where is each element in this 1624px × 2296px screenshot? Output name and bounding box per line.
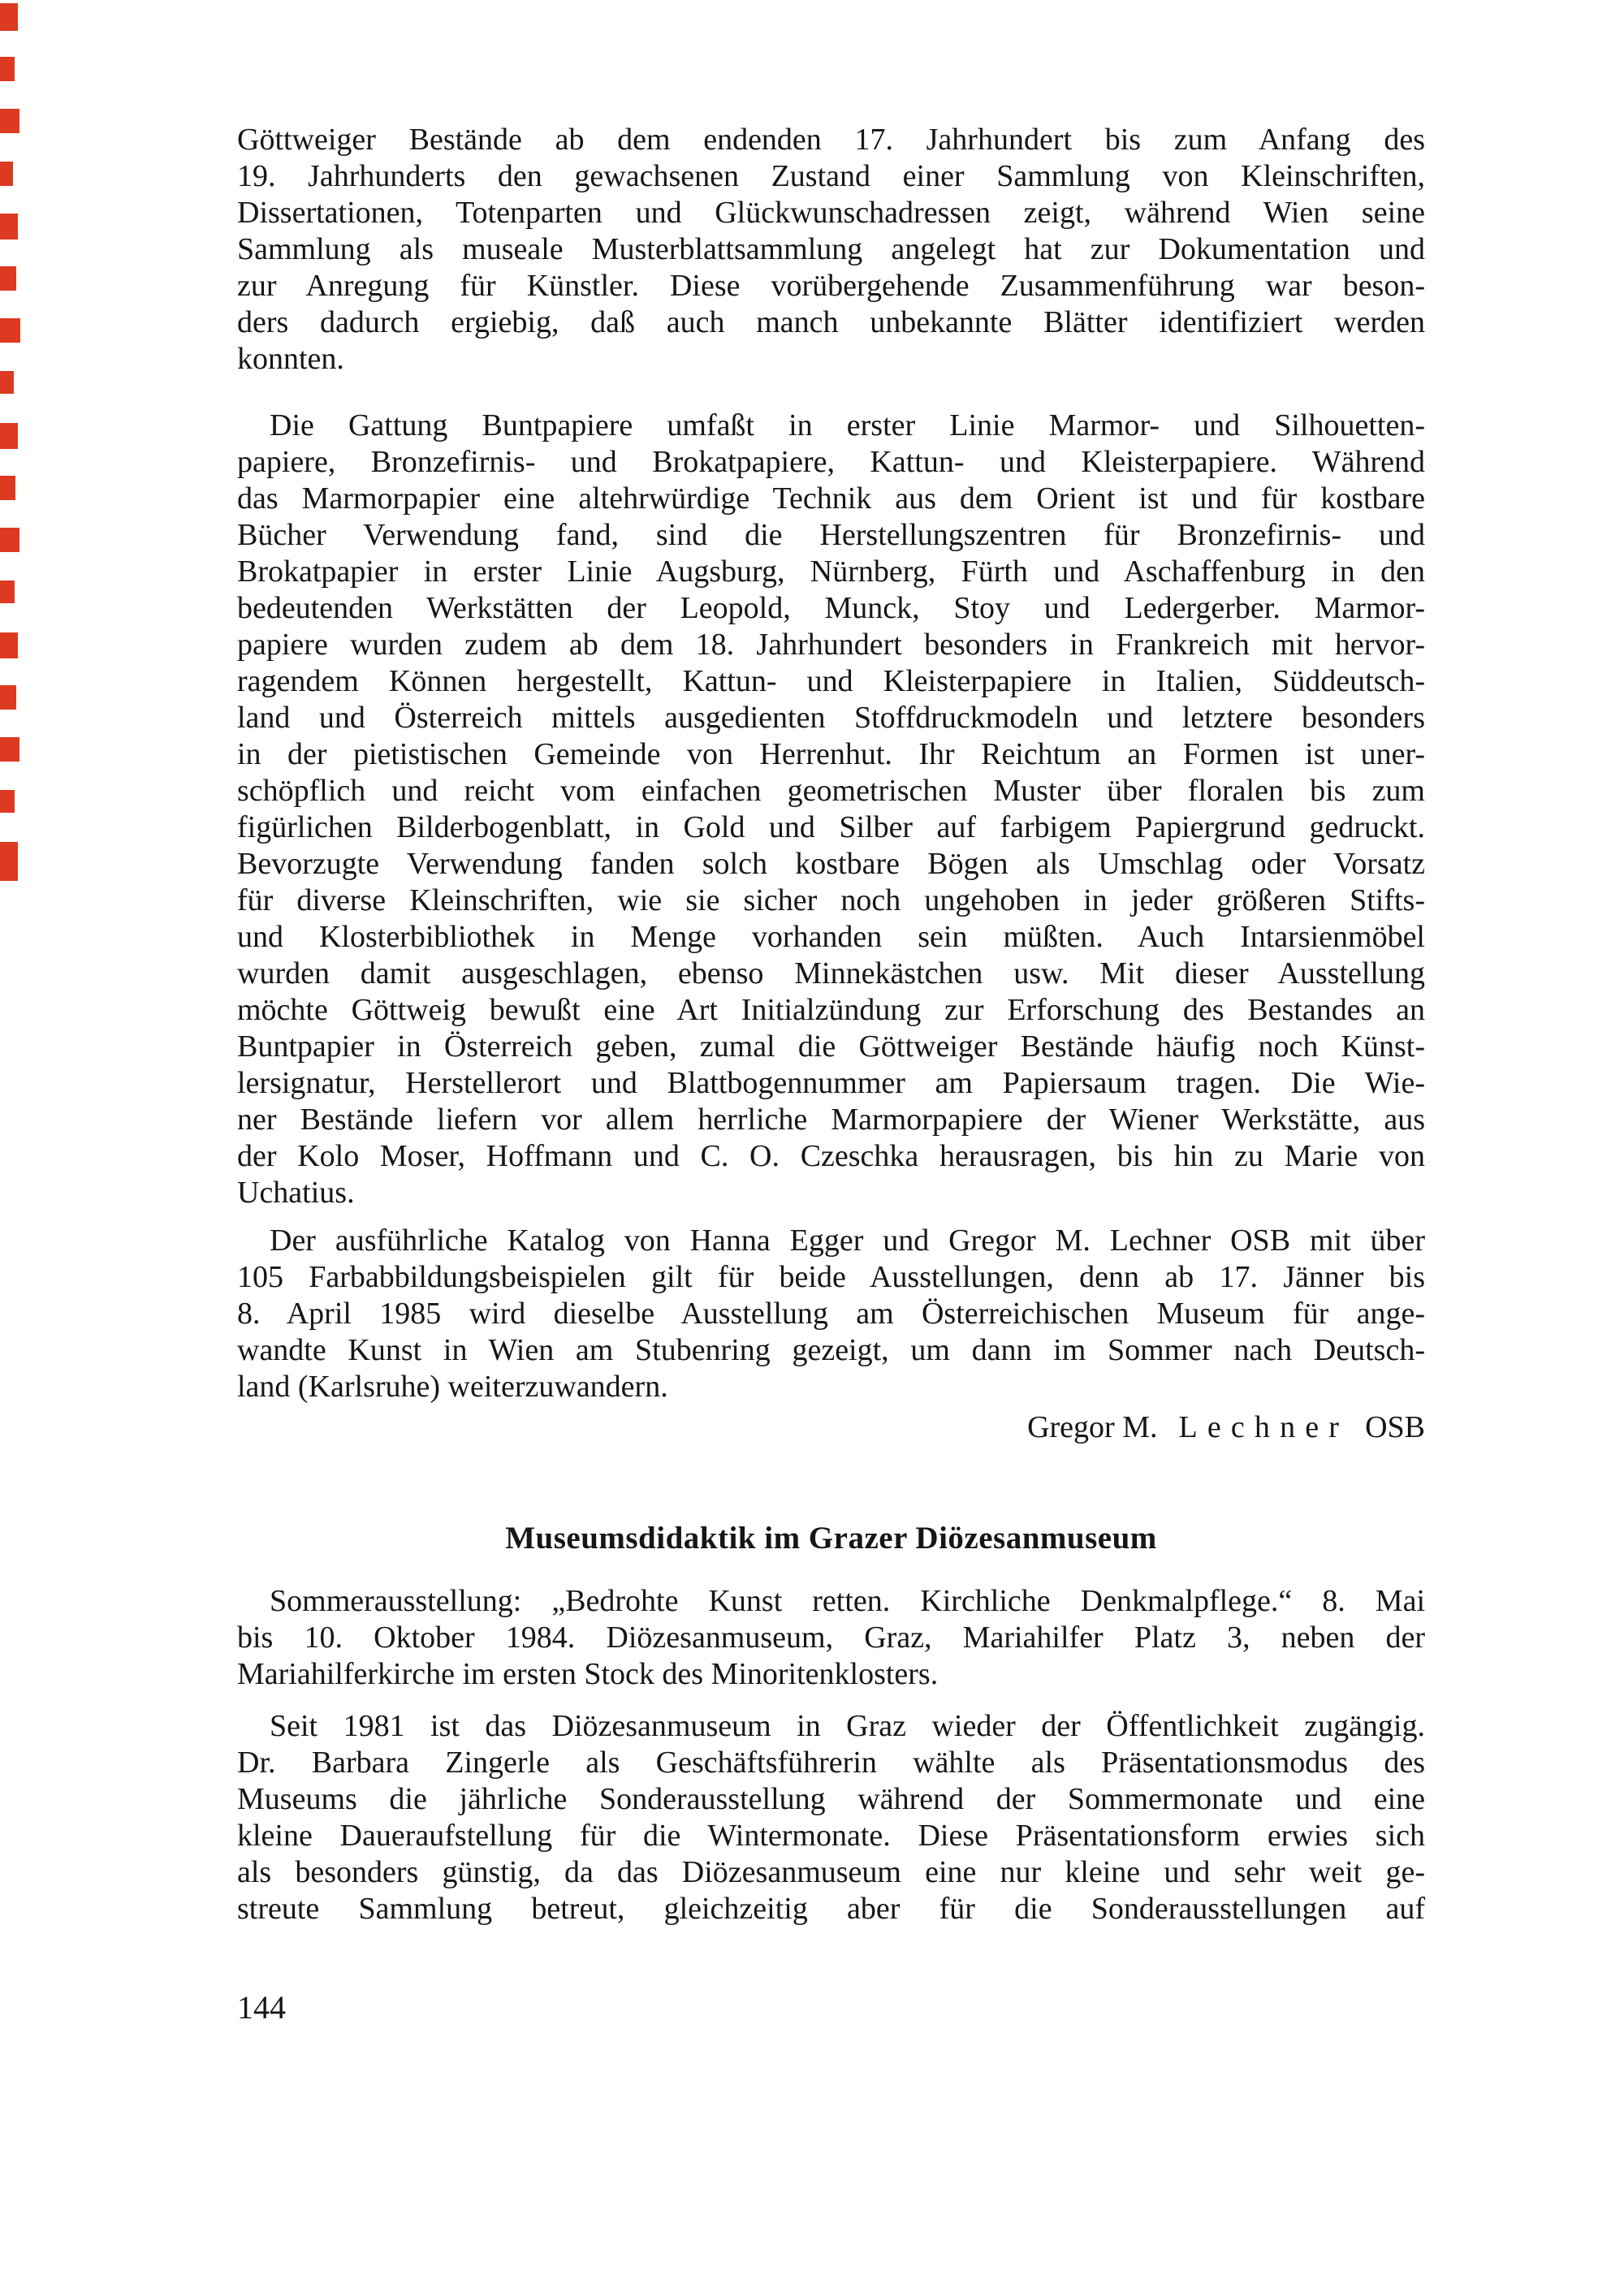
text-line: wurden damit ausgeschlagen, ebenso Minnekästchen usw. Mit dieser Ausstellung bbox=[237, 956, 1425, 990]
text-line: Dissertationen, Totenparten und Glückwunschadressen zeigt, während Wien seine bbox=[237, 196, 1425, 230]
text-line: figürlichen Bilderbogenblatt, in Gold und Silber auf farbigem Papiergrund gedruckt. bbox=[237, 810, 1425, 844]
text-line: und Klosterbibliothek in Menge vorhanden sein müßten. Auch Intarsienmöbel bbox=[237, 920, 1425, 954]
text-line: als besonders günstig, da das Diözesanmuseum eine nur kleine und sehr weit ge- bbox=[237, 1855, 1425, 1889]
text-line: Sammlung als museale Musterblattsammlung angelegt hat zur Dokumentation und bbox=[237, 232, 1425, 266]
text-line: das Marmorpapier eine altehrwürdige Technik aus dem Orient ist und für kostbare bbox=[237, 481, 1425, 516]
scan-edge-mark bbox=[0, 266, 16, 291]
scan-edge-mark bbox=[0, 423, 18, 449]
text-line: wandte Kunst in Wien am Stubenring gezeigt, um dann im Sommer nach Deutsch- bbox=[237, 1333, 1425, 1367]
text-line: lersignatur, Herstellerort und Blattbogennummer am Papiersaum tragen. Die Wie- bbox=[237, 1066, 1425, 1100]
text-line: ders dadurch ergiebig, daß auch manch unbekannte Blätter identifiziert werden bbox=[237, 305, 1425, 339]
text-line: kleine Daueraufstellung für die Wintermonate. Diese Präsentationsform erwies sich bbox=[237, 1819, 1425, 1853]
scan-edge-mark bbox=[0, 57, 15, 81]
scan-edge-mark bbox=[0, 371, 14, 394]
text-line: 8. April 1985 wird dieselbe Ausstellung am Österreichischen Museum für ange- bbox=[237, 1297, 1425, 1331]
text-line: Seit 1981 ist das Diözesanmuseum in Graz wieder der Öffentlichkeit zugängig. bbox=[270, 1709, 1425, 1743]
author-surname: Lechner bbox=[1178, 1410, 1350, 1444]
text-line: 19. Jahrhunderts den gewachsenen Zustand einer Sammlung von Kleinschriften, bbox=[237, 159, 1425, 193]
scan-edge-mark bbox=[0, 842, 18, 881]
author-given-names: Gregor M. bbox=[1027, 1410, 1158, 1444]
text-line: Dr. Barbara Zingerle als Geschäftsführerin wählte als Präsentationsmodus des bbox=[237, 1746, 1425, 1780]
text-line: konnten. bbox=[237, 342, 344, 376]
page-number: 144 bbox=[237, 1989, 286, 2026]
scan-edge-mark bbox=[0, 214, 18, 240]
text-line: schöpflich und reicht vom einfachen geometrischen Muster über floralen bis zum bbox=[237, 774, 1425, 808]
paragraph-buntpapiere bbox=[237, 408, 1425, 1211]
text-line: Sommerausstellung: „Bedrohte Kunst retten. Kirchliche Denkmalpflege.“ 8. Mai bbox=[270, 1584, 1425, 1618]
text-line: möchte Göttweig bewußt eine Art Initialzündung zur Erforschung des Bestandes an bbox=[237, 993, 1425, 1027]
section-heading: Museumsdidaktik im Grazer Diözesanmuseum bbox=[505, 1521, 1157, 1556]
author-order-suffix: OSB bbox=[1365, 1410, 1425, 1444]
text-line: für diverse Kleinschriften, wie sie sicher noch ungehoben in jeder größeren Stifts- bbox=[237, 883, 1425, 917]
paragraph-sommerausstellung bbox=[237, 1583, 1425, 1693]
text-line: in der pietistischen Gemeinde von Herrenhut. Ihr Reichtum an Formen ist uner- bbox=[237, 737, 1425, 771]
scan-edge-mark bbox=[0, 109, 19, 133]
text-line: der Kolo Moser, Hoffmann und C. O. Czeschka herausragen, bis hin zu Marie von bbox=[237, 1139, 1425, 1173]
text-line: 105 Farbabbildungsbeispielen gilt für beide Ausstellungen, denn ab 17. Jänner bis bbox=[237, 1260, 1425, 1294]
paragraph-continuation bbox=[237, 122, 1425, 378]
text-line: bedeutenden Werkstätten der Leopold, Munck, Stoy und Ledergerber. Marmor- bbox=[237, 591, 1425, 625]
text-line: bis 10. Oktober 1984. Diözesanmuseum, Graz, Mariahilfer Platz 3, neben der bbox=[237, 1621, 1425, 1655]
paragraph-dioezesanmuseum bbox=[237, 1708, 1425, 1927]
scan-edge-mark bbox=[0, 318, 20, 343]
text-line: land (Karlsruhe) weiterzuwandern. bbox=[237, 1370, 668, 1404]
text-line: Die Gattung Buntpapiere umfaßt in erster Linie Marmor- und Silhouetten- bbox=[270, 408, 1425, 442]
text-line: Brokatpapier in erster Linie Augsburg, Nürnberg, Fürth und Aschaffenburg in den bbox=[237, 555, 1425, 589]
text-line: papiere wurden zudem ab dem 18. Jahrhundert besonders in Frankreich mit hervor- bbox=[237, 628, 1425, 662]
text-line: Bevorzugte Verwendung fanden solch kostbare Bögen als Umschlag oder Vorsatz bbox=[237, 847, 1425, 881]
author-signature bbox=[237, 1409, 1425, 1446]
text-line: ragendem Können hergestellt, Kattun- und Kleisterpapiere in Italien, Süddeutsch- bbox=[237, 664, 1425, 698]
text-line: Museums die jährliche Sonderausstellung während der Sommermonate und eine bbox=[237, 1782, 1425, 1816]
scan-edge-mark bbox=[0, 3, 18, 31]
text-line: Göttweiger Bestände ab dem endenden 17. Jahrhundert bis zum Anfang des bbox=[237, 123, 1425, 157]
scan-edge-mark bbox=[0, 162, 13, 186]
text-line: Mariahilferkirche im ersten Stock des Minoritenklosters. bbox=[237, 1657, 939, 1691]
scan-edge-mark bbox=[0, 580, 15, 603]
text-line: ner Bestände liefern vor allem herrliche Marmorpapiere der Wiener Werkstätte, aus bbox=[237, 1103, 1425, 1137]
text-line: zur Anregung für Künstler. Diese vorübergehende Zusammenführung war beson- bbox=[237, 269, 1425, 303]
text-line: streute Sammlung betreut, gleichzeitig aber für die Sonderausstellungen auf bbox=[237, 1892, 1425, 1926]
text-line: papiere, Bronzefirnis- und Brokatpapiere, Kattun- und Kleisterpapiere. Während bbox=[237, 445, 1425, 479]
text-line: land und Österreich mittels ausgedienten Stoffdruckmodeln und letztere besonders bbox=[237, 701, 1425, 735]
scan-edge-mark bbox=[0, 476, 15, 500]
scan-edge-mark bbox=[0, 632, 18, 658]
text-line: Buntpapier in Österreich geben, zumal die Göttweiger Bestände häufig noch Künst- bbox=[237, 1029, 1425, 1064]
paragraph-katalog bbox=[237, 1223, 1425, 1405]
scan-edge-mark bbox=[0, 790, 15, 813]
text-line: Uchatius. bbox=[237, 1176, 355, 1210]
scan-edge-mark bbox=[0, 685, 16, 710]
text-line: Der ausführliche Katalog von Hanna Egger und Gregor M. Lechner OSB mit über bbox=[270, 1224, 1425, 1258]
scan-edge-mark bbox=[0, 737, 19, 762]
text-line: Bücher Verwendung fand, sind die Herstellungszentren für Bronzefirnis- und bbox=[237, 518, 1425, 552]
scan-edge-mark bbox=[0, 528, 19, 552]
